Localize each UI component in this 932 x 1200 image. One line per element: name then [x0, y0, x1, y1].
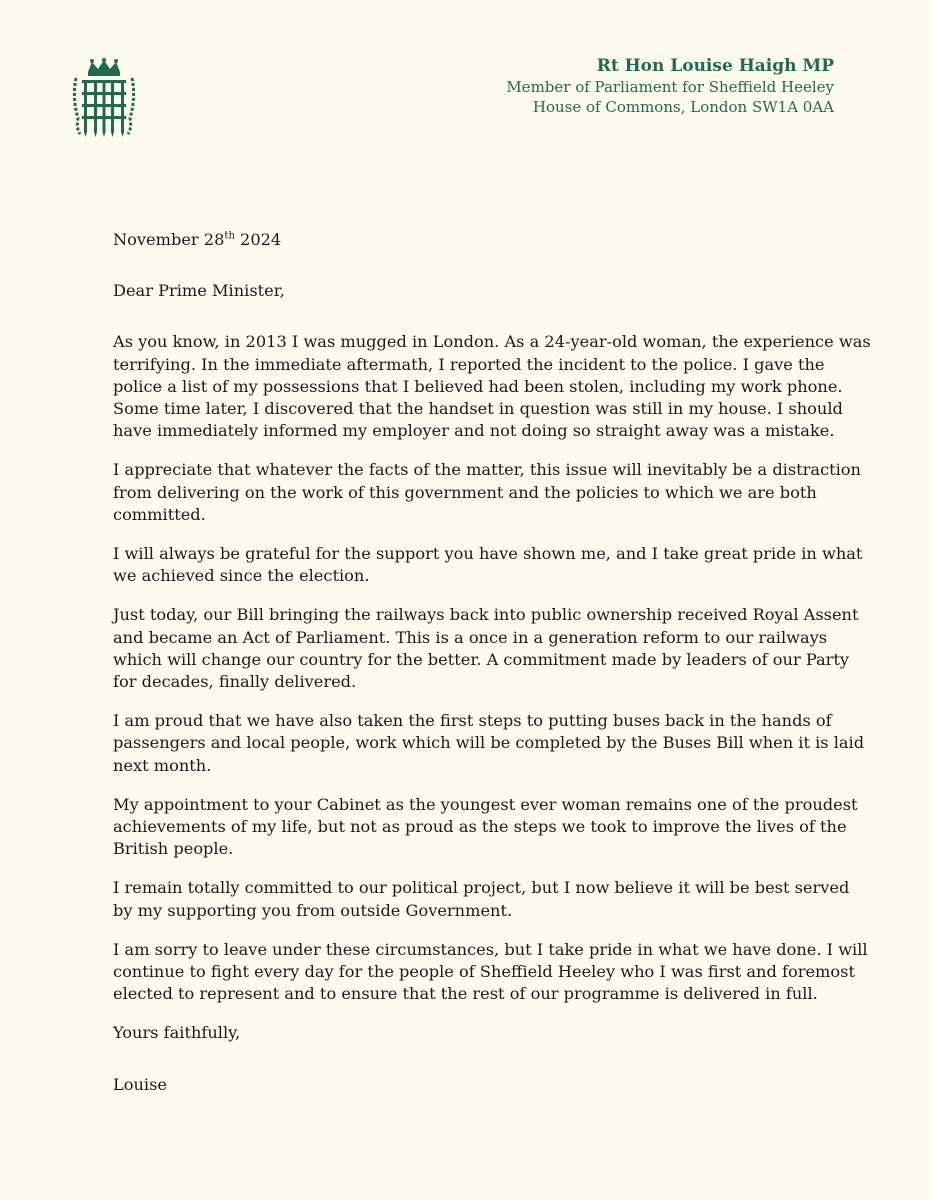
signature: Louise [113, 1074, 167, 1094]
paragraph-railways: Just today, our Bill bringing the railways back into public ownership received Royal Assent and became an Act of Parliament. This is a once in a generation reform to our railways which will change our country for the better. A commitment made by leaders of our Party for decades, finally delivered. [113, 605, 859, 692]
paragraph-distraction: I appreciate that whatever the facts of the matter, this issue will inevitably be a distraction from delivering on the work of this government and the policies to which we are both committed. [113, 460, 861, 524]
closing: Yours faithfully, [113, 1023, 241, 1043]
mp-name: Rt Hon Louise Haigh MP [596, 56, 834, 76]
paragraph-cabinet: My appointment to your Cabinet as the youngest ever woman remains one of the proudest achievements of my life, but not as proud as the steps we took to improve the lives of the British people. [113, 794, 858, 859]
date-year: 2024 [234, 230, 282, 249]
salutation: Dear Prime Minister, [113, 281, 285, 301]
paragraph-buses: I am proud that we have also taken the first steps to putting buses back in the hands of passengers and local people, work which will be completed by the Buses Bill when it is laid next month. [113, 711, 865, 775]
letter-body [113, 229, 873, 1096]
mp-role: Member of Parliament for Sheffield Heeley [506, 78, 834, 96]
paragraph-farewell: I am sorry to leave under these circumstances, but I take pride in what we have done. I will continue to fight every day for the people of Sheffield Heeley who I was first and foremost elected to represent and to ensure that the rest of our programme is delivered in full. [113, 939, 868, 1004]
date-month-day: November 28 [113, 230, 225, 249]
paragraph-commitment: I remain totally committed to our political project, but I now believe it will be best served by my supporting you from outside Government. [113, 878, 850, 920]
date-ordinal-suffix: th [224, 230, 235, 242]
letter-date [113, 229, 873, 251]
portcullis-icon [68, 58, 140, 138]
paragraph-mugging: As you know, in 2013 I was mugged in London. As a 24-year-old woman, the experience was terrifying. In the immediate aftermath, I reported the incident to the police. I gave the police a list of my possessions that I believed had been stolen, including my work phone. Some time later, I discovered that the handset in question was still in my house. I should have immediately informed my employer and not doing so straight away was a mistake. [113, 332, 871, 441]
letterhead [506, 55, 834, 117]
paragraph-gratitude: I will always be grateful for the support you have shown me, and I take great pride in what we achieved since the election. [113, 544, 863, 586]
mp-address: House of Commons, London SW1A 0AA [532, 98, 834, 116]
